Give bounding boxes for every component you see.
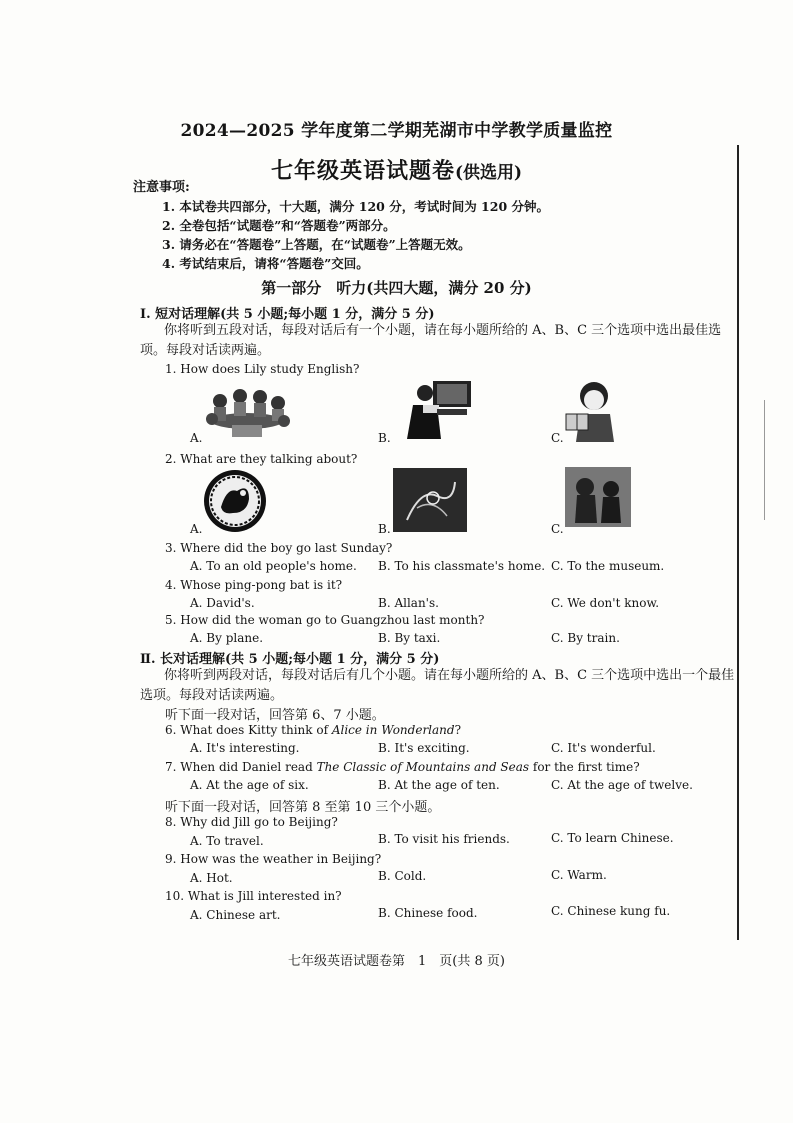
question-text: 4. Whose ping-pong bat is it?	[165, 578, 343, 592]
page-footer: 七年级英语试题卷第 1 页(共 8 页)	[288, 954, 505, 969]
question-text-part: for the first time?	[529, 760, 640, 774]
paper-cutting-picture	[203, 469, 267, 533]
notice-item: 2. 全卷包括“试题卷”和“答题卷”两部分。	[162, 218, 396, 233]
exam-subtitle	[0, 154, 793, 185]
option-b: B. Allan's.	[378, 596, 439, 610]
question-text	[165, 760, 640, 774]
question-text: 5. How did the woman go to Guangzhou last month?	[165, 613, 485, 627]
option-c: C.	[551, 522, 564, 536]
option-b: B. By taxi.	[378, 631, 441, 645]
option-a: A. To travel.	[190, 834, 264, 848]
option-b: B. Chinese food.	[378, 906, 478, 920]
clay-figures-picture	[565, 467, 631, 527]
option-c: C. To learn Chinese.	[551, 831, 674, 845]
notice-item: 3. 请务必在“答题卷”上答题，在“试题卷”上答题无效。	[162, 237, 471, 252]
exam-subtitle-text: 七年级英语试题卷	[270, 158, 455, 184]
option-b: B. To his classmate's home.	[378, 559, 546, 573]
listening-instruction: 听下面一段对话，回答第 8 至第 10 三个小题。	[165, 800, 441, 815]
option-c: C. Chinese kung fu.	[551, 904, 671, 918]
exam-header-title: 2024—2025 学年度第二学期芜湖市中学教学质量监控	[180, 121, 613, 141]
option-c: C. At the age of twelve.	[551, 778, 693, 792]
book-title: The Classic of Mountains and Seas	[316, 760, 530, 774]
exam-subtitle-note: (供选用)	[454, 163, 523, 183]
book-title: Alice in Wonderland	[331, 723, 455, 737]
option-c: C. We don't know.	[551, 596, 660, 610]
scan-edge-line-right	[764, 400, 765, 520]
option-b: B.	[378, 431, 391, 445]
question-text: 8. Why did Jill go to Beijing?	[165, 815, 338, 829]
option-c: C. It's wonderful.	[551, 741, 656, 755]
section-intro: 你将听到两段对话，每段对话后有几个小题。请在每小题所给的 A、B、C 三个选项中选出一个最佳选项。每段对话读两遍。	[140, 668, 735, 703]
option-b: B. At the age of ten.	[378, 778, 500, 792]
question-text: 2. What are they talking about?	[165, 452, 358, 466]
question-text: 3. Where did the boy go last Sunday?	[165, 541, 393, 555]
scan-edge-line	[737, 145, 739, 940]
section-heading: Ⅱ. 长对话理解(共 5 小题;每小题 1 分，满分 5 分)	[140, 652, 440, 667]
option-a: A. At the age of six.	[190, 778, 309, 792]
option-a: A.	[190, 522, 203, 536]
notice-item: 4. 考试结束后，请将“答题卷”交回。	[162, 256, 369, 271]
option-a: A. Hot.	[190, 871, 233, 885]
listening-instruction: 听下面一段对话，回答第 6、7 小题。	[165, 708, 385, 723]
question-text-part: ?	[454, 723, 462, 737]
section-intro: 你将听到五段对话，每段对话后有一个小题，请在每小题所给的 A、B、C 三个选项中选出最佳选项。每段对话读两遍。	[140, 323, 722, 358]
option-c: C.	[551, 431, 564, 445]
option-c: C. To the museum.	[551, 559, 665, 573]
option-b: B. It's exciting.	[378, 741, 470, 755]
notice-heading: 注意事项:	[133, 180, 190, 195]
option-c: C. Warm.	[551, 868, 607, 882]
notice-item: 1. 本试卷共四部分，十大题，满分 120 分，考试时间为 120 分钟。	[162, 199, 549, 214]
section-heading: Ⅰ. 短对话理解(共 5 小题;每小题 1 分，满分 5 分)	[140, 307, 435, 322]
question-text	[165, 723, 461, 737]
option-b: B. To visit his friends.	[378, 832, 510, 846]
option-a: A. It's interesting.	[190, 741, 300, 755]
option-c: C. By train.	[551, 631, 620, 645]
option-a: A. By plane.	[190, 631, 264, 645]
question-text-part: 6. What does Kitty think of	[165, 723, 332, 737]
option-a: A. To an old people's home.	[190, 559, 357, 573]
sugar-painting-picture	[393, 468, 467, 532]
computer-learning-picture	[397, 379, 477, 443]
option-a: A. Chinese art.	[190, 908, 281, 922]
option-b: B.	[378, 522, 391, 536]
question-text-part: 7. When did Daniel read	[165, 760, 317, 774]
question-text: 1. How does Lily study English?	[165, 362, 360, 376]
group-study-picture	[202, 385, 292, 441]
option-a: A.	[190, 431, 203, 445]
question-text: 10. What is Jill interested in?	[165, 889, 342, 903]
part-title: 第一部分 听力(共四大题，满分 20 分)	[261, 279, 532, 297]
option-b: B. Cold.	[378, 869, 427, 883]
reading-girl-picture	[562, 378, 622, 444]
question-text: 9. How was the weather in Beijing?	[165, 852, 382, 866]
option-a: A. David's.	[190, 596, 255, 610]
